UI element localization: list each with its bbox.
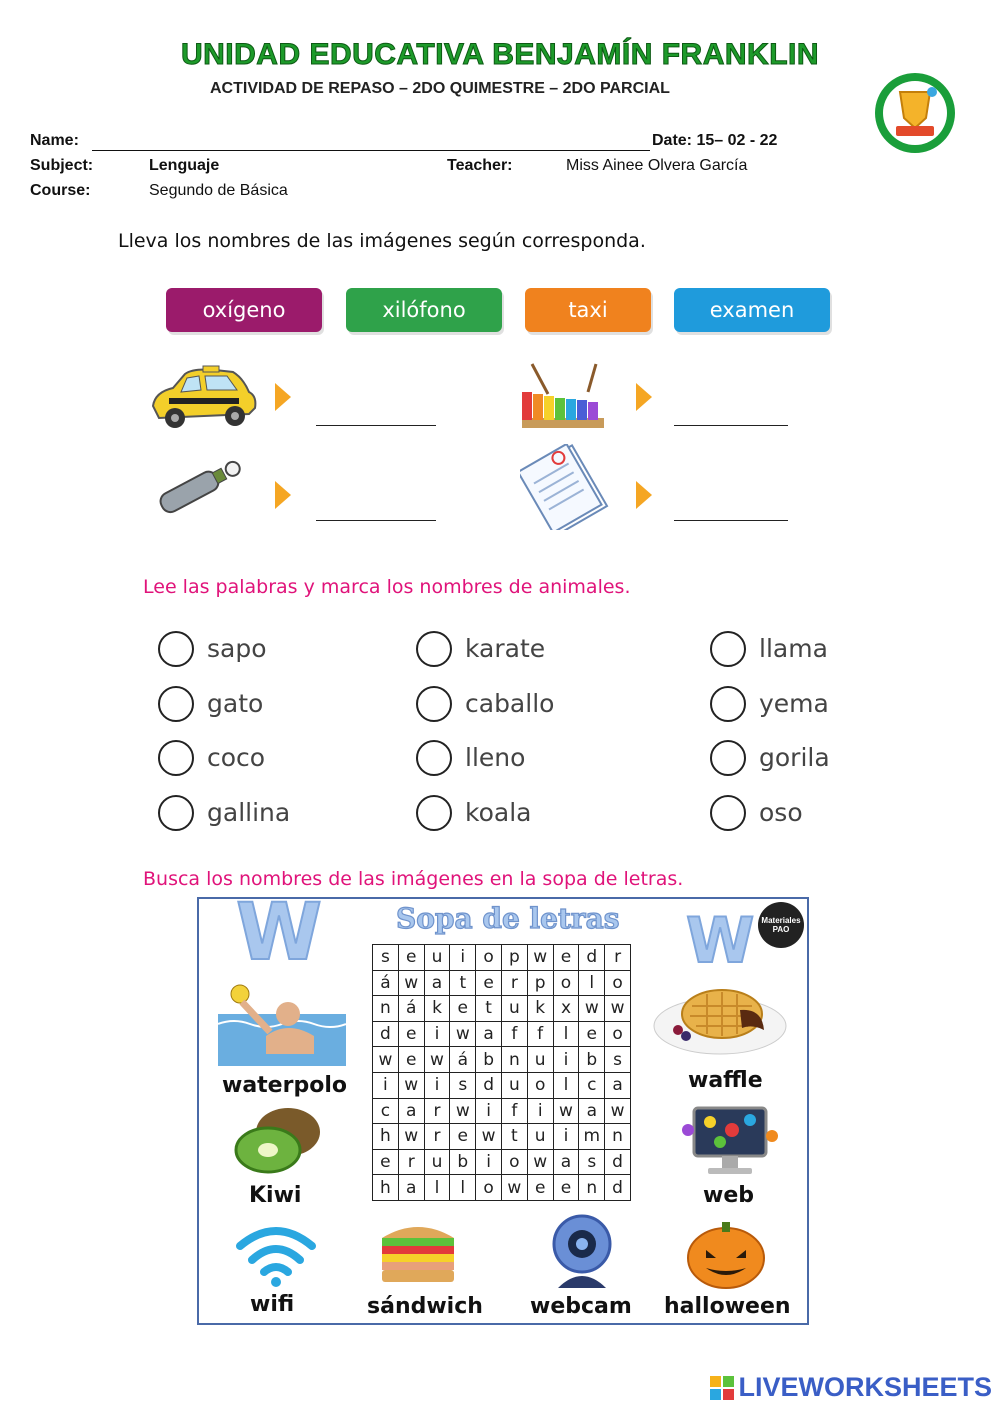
label-wifi: wifi <box>250 1292 295 1317</box>
grid-cell[interactable]: o <box>476 945 502 971</box>
checkbox-circle[interactable] <box>416 631 452 667</box>
date-value: 15– 02 - 22 <box>696 132 778 149</box>
grid-cell[interactable]: d <box>476 1072 502 1098</box>
grid-cell[interactable]: o <box>527 1072 553 1098</box>
grid-cell[interactable]: o <box>605 970 631 996</box>
answer-blank-taxi[interactable] <box>316 425 436 426</box>
grid-cell[interactable]: w <box>424 1047 450 1073</box>
grid-cell[interactable]: n <box>501 1047 527 1073</box>
option-caballo: caballo <box>465 689 555 718</box>
word-tag-oxigeno[interactable]: oxígeno <box>166 288 322 332</box>
grid-cell[interactable]: k <box>527 996 553 1022</box>
grid-cell[interactable]: i <box>424 1072 450 1098</box>
letter-grid[interactable] <box>372 944 631 1201</box>
word-tag-taxi[interactable]: taxi <box>525 288 651 332</box>
answer-blank-xilofono[interactable] <box>674 425 788 426</box>
kiwi-icon <box>232 1104 324 1176</box>
section2-instruction: Lee las palabras y marca los nombres de animales. <box>143 576 631 598</box>
option-lleno: lleno <box>465 743 526 772</box>
footer-brand <box>710 1372 992 1403</box>
grid-cell[interactable]: i <box>553 1124 579 1150</box>
grid-cell[interactable]: s <box>373 945 399 971</box>
grid-cell[interactable]: w <box>501 1175 527 1201</box>
grid-cell[interactable]: w <box>450 1098 476 1124</box>
grid-cell[interactable]: e <box>450 996 476 1022</box>
exam-paper-icon <box>520 444 612 530</box>
xylophone-icon <box>518 362 606 434</box>
grid-cell[interactable]: h <box>373 1124 399 1150</box>
course-value: Segundo de Básica <box>149 182 288 199</box>
grid-cell[interactable]: t <box>450 970 476 996</box>
grid-cell[interactable]: u <box>501 996 527 1022</box>
grid-row <box>373 1072 631 1098</box>
grid-cell[interactable]: n <box>373 996 399 1022</box>
name-blank[interactable] <box>92 150 650 151</box>
word-tag-xilofono[interactable]: xilófono <box>346 288 502 332</box>
grid-cell[interactable]: l <box>424 1175 450 1201</box>
school-title: UNIDAD EDUCATIVA BENJAMÍN FRANKLIN <box>180 38 820 71</box>
label-waterpolo: waterpolo <box>222 1073 347 1098</box>
grid-cell[interactable]: s <box>605 1047 631 1073</box>
grid-row <box>373 1021 631 1047</box>
grid-cell[interactable]: f <box>501 1021 527 1047</box>
option-gato: gato <box>207 689 264 718</box>
label-web: web <box>703 1183 754 1208</box>
checkbox-circle[interactable] <box>416 740 452 776</box>
grid-cell[interactable]: r <box>424 1124 450 1150</box>
label-halloween: halloween <box>664 1294 791 1319</box>
brand-name: LIVEWORKSHEETS <box>738 1372 992 1402</box>
grid-cell[interactable]: e <box>398 1021 424 1047</box>
grid-cell[interactable]: d <box>605 1175 631 1201</box>
checkbox-circle[interactable] <box>158 795 194 831</box>
word-tag-examen[interactable]: examen <box>674 288 830 332</box>
label-kiwi: Kiwi <box>249 1183 302 1208</box>
grid-cell[interactable]: u <box>527 1047 553 1073</box>
option-gallina: gallina <box>207 798 291 827</box>
grid-row <box>373 1047 631 1073</box>
checkbox-circle[interactable] <box>710 631 746 667</box>
option-gorila: gorila <box>759 743 830 772</box>
waterpolo-icon <box>218 984 346 1066</box>
grid-cell[interactable]: x <box>553 996 579 1022</box>
grid-cell[interactable]: b <box>476 1047 502 1073</box>
grid-row <box>373 945 631 971</box>
arrow-icon <box>275 383 291 411</box>
grid-row <box>373 996 631 1022</box>
grid-cell[interactable]: m <box>579 1124 605 1150</box>
grid-cell[interactable]: w <box>553 1098 579 1124</box>
grid-cell[interactable]: á <box>373 970 399 996</box>
grid-cell[interactable]: i <box>527 1098 553 1124</box>
grid-cell[interactable]: a <box>553 1149 579 1175</box>
grid-cell[interactable]: n <box>579 1175 605 1201</box>
answer-blank-oxigeno[interactable] <box>316 520 436 521</box>
grid-cell[interactable]: e <box>553 1175 579 1201</box>
checkbox-circle[interactable] <box>710 740 746 776</box>
word-search-title: Sopa de letras <box>396 902 620 935</box>
section3-instruction: Busca los nombres de las imágenes en la sopa de letras. <box>143 868 684 890</box>
grid-cell[interactable]: e <box>398 945 424 971</box>
grid-cell[interactable]: e <box>476 970 502 996</box>
grid-cell[interactable]: w <box>527 945 553 971</box>
webcam-icon <box>540 1210 624 1294</box>
grid-cell[interactable]: w <box>527 1149 553 1175</box>
label-webcam: webcam <box>530 1294 632 1319</box>
grid-cell[interactable]: u <box>424 945 450 971</box>
grid-cell[interactable]: o <box>553 970 579 996</box>
grid-cell[interactable]: w <box>450 1021 476 1047</box>
grid-cell[interactable]: a <box>398 1098 424 1124</box>
subject-value: Lenguaje <box>149 157 220 174</box>
checkbox-circle[interactable] <box>710 686 746 722</box>
grid-cell[interactable]: w <box>476 1124 502 1150</box>
grid-cell[interactable]: i <box>476 1149 502 1175</box>
grid-cell[interactable]: h <box>373 1175 399 1201</box>
grid-cell[interactable]: c <box>373 1098 399 1124</box>
halloween-pumpkin-icon <box>684 1212 768 1292</box>
grid-cell[interactable]: t <box>501 1124 527 1150</box>
grid-cell[interactable]: i <box>476 1098 502 1124</box>
grid-cell[interactable]: r <box>605 945 631 971</box>
grid-cell[interactable]: w <box>605 996 631 1022</box>
grid-cell[interactable]: s <box>450 1072 476 1098</box>
grid-cell[interactable]: a <box>424 970 450 996</box>
grid-cell[interactable]: s <box>579 1149 605 1175</box>
grid-cell[interactable]: i <box>373 1072 399 1098</box>
big-letter-w-right: W <box>686 904 755 977</box>
grid-cell[interactable]: f <box>501 1098 527 1124</box>
label-waffle: waffle <box>688 1068 763 1093</box>
checkbox-circle[interactable] <box>158 631 194 667</box>
name-label: Name: <box>30 132 79 149</box>
checkbox-circle[interactable] <box>416 795 452 831</box>
grid-cell[interactable]: t <box>476 996 502 1022</box>
grid-row <box>373 970 631 996</box>
grid-cell[interactable]: d <box>605 1149 631 1175</box>
sandwich-icon <box>378 1212 458 1292</box>
grid-cell[interactable]: p <box>501 945 527 971</box>
arrow-icon <box>636 481 652 509</box>
option-llama: llama <box>759 634 828 663</box>
grid-cell[interactable]: a <box>579 1098 605 1124</box>
grid-cell[interactable]: e <box>579 1021 605 1047</box>
grid-cell[interactable]: i <box>424 1021 450 1047</box>
grid-cell[interactable]: w <box>398 1072 424 1098</box>
grid-cell[interactable]: w <box>579 996 605 1022</box>
grid-cell[interactable]: u <box>527 1124 553 1150</box>
label-sandwich: sándwich <box>367 1294 483 1319</box>
grid-cell[interactable]: o <box>605 1021 631 1047</box>
grid-cell[interactable]: o <box>476 1175 502 1201</box>
course-label: Course: <box>30 182 91 199</box>
grid-cell[interactable]: e <box>373 1149 399 1175</box>
arrow-icon <box>275 481 291 509</box>
option-koala: koala <box>465 798 532 827</box>
grid-cell[interactable]: u <box>424 1149 450 1175</box>
grid-cell[interactable]: d <box>579 945 605 971</box>
waffle-icon <box>652 984 788 1056</box>
checkbox-circle[interactable] <box>710 795 746 831</box>
grid-cell[interactable]: c <box>579 1072 605 1098</box>
grid-cell[interactable]: l <box>553 1072 579 1098</box>
subject-label: Subject: <box>30 157 94 174</box>
grid-cell[interactable]: d <box>373 1021 399 1047</box>
grid-cell[interactable]: a <box>476 1021 502 1047</box>
grid-cell[interactable]: u <box>501 1072 527 1098</box>
checkbox-circle[interactable] <box>158 740 194 776</box>
grid-cell[interactable]: e <box>398 1047 424 1073</box>
grid-cell[interactable]: i <box>553 1047 579 1073</box>
grid-cell[interactable]: a <box>605 1072 631 1098</box>
grid-cell[interactable]: a <box>398 1175 424 1201</box>
school-logo-icon <box>872 70 958 156</box>
grid-cell[interactable]: k <box>424 996 450 1022</box>
grid-cell[interactable]: b <box>450 1149 476 1175</box>
grid-cell[interactable]: e <box>527 1175 553 1201</box>
big-letter-w-left: W <box>236 888 323 978</box>
wifi-icon <box>234 1224 318 1288</box>
grid-cell[interactable]: p <box>527 970 553 996</box>
answer-blank-examen[interactable] <box>674 520 788 521</box>
option-karate: karate <box>465 634 546 663</box>
grid-cell[interactable]: b <box>579 1047 605 1073</box>
web-computer-icon <box>680 1100 780 1180</box>
taxi-car-icon <box>145 364 260 434</box>
grid-cell[interactable]: n <box>605 1124 631 1150</box>
grid-cell[interactable]: e <box>450 1124 476 1150</box>
grid-cell[interactable]: á <box>450 1047 476 1073</box>
activity-subtitle: ACTIVIDAD DE REPASO – 2DO QUIMESTRE – 2DO PARCIAL <box>210 80 670 97</box>
grid-cell[interactable]: o <box>501 1149 527 1175</box>
option-oso: oso <box>759 798 803 827</box>
grid-cell[interactable]: á <box>398 996 424 1022</box>
option-coco: coco <box>207 743 266 772</box>
grid-cell[interactable]: w <box>398 970 424 996</box>
grid-cell[interactable]: w <box>605 1098 631 1124</box>
grid-cell[interactable]: w <box>373 1047 399 1073</box>
section1-instruction: Lleva los nombres de las imágenes según corresponda. <box>118 230 646 252</box>
publisher-badge: Materiales PAO <box>758 902 804 948</box>
grid-cell[interactable]: r <box>424 1098 450 1124</box>
option-yema: yema <box>759 689 829 718</box>
grid-cell[interactable]: i <box>450 945 476 971</box>
grid-row <box>373 1175 631 1201</box>
grid-cell[interactable]: w <box>398 1124 424 1150</box>
arrow-icon <box>636 383 652 411</box>
grid-cell[interactable]: e <box>553 945 579 971</box>
grid-cell[interactable]: f <box>527 1021 553 1047</box>
grid-row <box>373 1098 631 1124</box>
grid-row <box>373 1124 631 1150</box>
teacher-value: Miss Ainee Olvera García <box>566 157 748 174</box>
grid-cell[interactable]: r <box>398 1149 424 1175</box>
teacher-label: Teacher: <box>447 157 513 174</box>
liveworksheets-logo-icon <box>710 1376 734 1400</box>
grid-cell[interactable]: l <box>450 1175 476 1201</box>
grid-cell[interactable]: l <box>579 970 605 996</box>
date-label: Date: <box>652 132 693 149</box>
grid-row <box>373 1149 631 1175</box>
grid-cell[interactable]: r <box>501 970 527 996</box>
checkbox-circle[interactable] <box>416 686 452 722</box>
option-sapo: sapo <box>207 634 267 663</box>
grid-cell[interactable]: l <box>553 1021 579 1047</box>
oxygen-tank-icon <box>150 452 250 514</box>
checkbox-circle[interactable] <box>158 686 194 722</box>
